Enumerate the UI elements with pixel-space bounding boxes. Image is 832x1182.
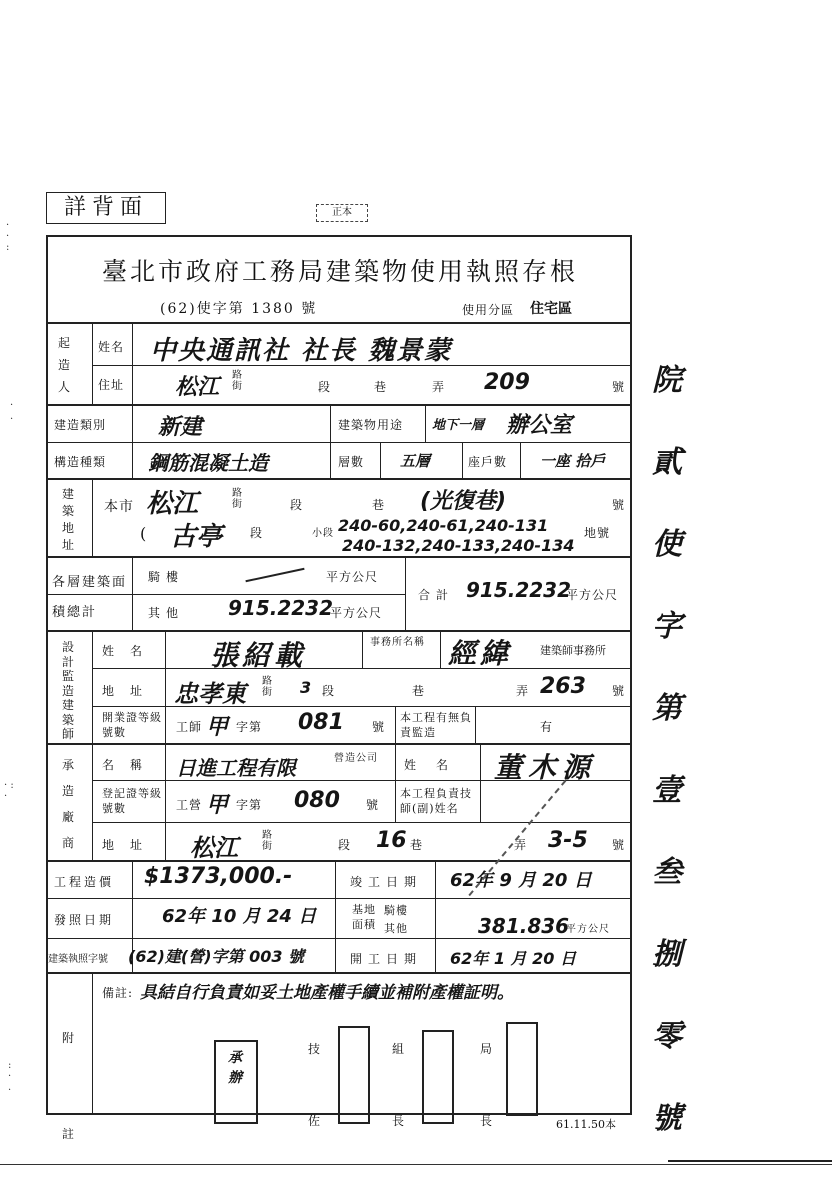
permit-ref-label: 建築執照字號 bbox=[48, 954, 108, 965]
contractor-license-prefix: 工營 bbox=[176, 798, 203, 812]
form-title: 臺北市政府工務局建築物使用執照存根 bbox=[101, 257, 578, 286]
sign-stamp-3 bbox=[422, 1030, 454, 1124]
architect-address-section: 3 bbox=[300, 678, 312, 697]
applicant-address-road: 松江 bbox=[175, 375, 220, 400]
arcade-label: 騎樓 bbox=[148, 570, 185, 584]
sign-stamp-4 bbox=[506, 1022, 538, 1116]
zone-label: 使用分區 bbox=[462, 303, 515, 317]
site-number-suffix: 號 bbox=[612, 498, 626, 512]
contractor-field-lane: 巷 bbox=[410, 838, 424, 852]
contractor-person-value: 董木源 bbox=[494, 751, 597, 784]
site-section-label: 建築地址 bbox=[62, 487, 76, 552]
site-lane: 巷 bbox=[372, 498, 386, 512]
other-area-value: 915.2232 bbox=[228, 596, 334, 620]
other-area-unit: 平方公尺 bbox=[330, 606, 383, 620]
contractor-license-mid: 字第 bbox=[236, 798, 263, 812]
architect-section-label: 設計監造建築師 bbox=[62, 640, 76, 741]
site-city: 本市 bbox=[104, 499, 134, 515]
permit-ref-value: (62)建(營)字第 003 號 bbox=[128, 947, 305, 966]
applicant-name-label: 姓名 bbox=[98, 340, 125, 354]
contractor-number-suffix: 號 bbox=[612, 838, 626, 852]
architect-office-label: 事務所名稱 bbox=[370, 637, 425, 648]
cost-value: $1373,000.- bbox=[144, 864, 293, 889]
sign-stamp-2 bbox=[338, 1026, 370, 1124]
floors-label: 層數 bbox=[338, 455, 365, 469]
contractor-address-section: 16 bbox=[376, 828, 407, 853]
contractor-license-grade: 甲 bbox=[206, 793, 229, 818]
architect-license-suffix: 號 bbox=[372, 720, 386, 734]
contractor-address-road: 松江 bbox=[190, 834, 238, 862]
site-lot-label: 小段 bbox=[312, 528, 334, 539]
architect-supervise-value: 有 bbox=[540, 720, 554, 734]
site-road-suffix: 路街 bbox=[232, 488, 243, 510]
architect-name-label: 姓名 bbox=[102, 644, 159, 658]
start-date-label: 開工日期 bbox=[350, 952, 423, 966]
site-area-label: 基地面積 bbox=[352, 903, 376, 931]
architect-license-no: 081 bbox=[298, 710, 344, 735]
architect-address-label: 地址 bbox=[102, 684, 159, 698]
site-lots-line1: 240-60,240-61,240-131 bbox=[338, 516, 549, 535]
sign-label-3: 佐 bbox=[308, 1114, 322, 1128]
total-area-unit: 平方公尺 bbox=[566, 588, 619, 602]
contractor-license-no: 080 bbox=[294, 788, 340, 813]
applicant-road-suffix: 路街 bbox=[232, 370, 243, 392]
contractor-tech-label: 本工程負責技師(副)姓名 bbox=[400, 787, 472, 815]
back-side-tag: 詳背面 bbox=[46, 192, 166, 224]
area-section-label: 各層建築面積總計 bbox=[52, 575, 128, 620]
site-district-value: 古亭 bbox=[170, 522, 223, 552]
arcade-unit: 平方公尺 bbox=[326, 570, 379, 584]
contractor-road-suffix: 路街 bbox=[262, 830, 273, 852]
remarks-note-value: 具結自行負責如妥土地產權手續並補附產權証明。 bbox=[140, 983, 514, 1003]
architect-address-road: 忠孝東 bbox=[174, 680, 246, 708]
site-lots-line2: 240-132,240-133,240-134 bbox=[342, 536, 575, 555]
permit-number: (62)使字第 1380 號 bbox=[160, 301, 318, 317]
contractor-person-label: 姓名 bbox=[404, 758, 469, 772]
zone-value: 住宅區 bbox=[530, 301, 572, 317]
sign-label-2: 技 bbox=[308, 1042, 322, 1056]
building-use-value: 辦公室 bbox=[506, 413, 573, 438]
site-area-unit: 平方公尺 bbox=[566, 924, 610, 935]
architect-supervise-label: 本工程有無負責監造 bbox=[400, 711, 472, 739]
contractor-section-label: 承造廠商 bbox=[62, 758, 76, 850]
remarks-section-label: 附註 bbox=[62, 1031, 76, 1141]
architect-office-suffix: 建築師事務所 bbox=[540, 644, 606, 657]
total-area-label: 合計 bbox=[418, 588, 455, 602]
contractor-name-suffix: 營造公司 bbox=[334, 753, 378, 764]
architect-field-alley: 弄 bbox=[516, 684, 530, 698]
other-area-label: 其他 bbox=[148, 606, 185, 620]
contractor-name-value: 日進工程有限 bbox=[176, 756, 296, 780]
applicant-field-alley: 弄 bbox=[432, 380, 446, 394]
structure-label: 構造種類 bbox=[54, 455, 107, 469]
sign-label-5: 長 bbox=[392, 1114, 406, 1128]
sign-label-7: 長 bbox=[480, 1114, 494, 1128]
building-use-label: 建築物用途 bbox=[338, 418, 404, 432]
start-date-value: 62年 1 月 20 日 bbox=[450, 949, 576, 968]
contractor-field-alley: 弄 bbox=[514, 838, 528, 852]
complete-value: 62年 9 月 20 日 bbox=[450, 870, 592, 891]
applicant-address-label: 住址 bbox=[98, 378, 125, 392]
issue-date-label: 發照日期 bbox=[54, 913, 115, 927]
architect-road-suffix: 路街 bbox=[262, 676, 273, 698]
architect-license-prefix: 工師 bbox=[176, 720, 203, 734]
site-area-other-value: 381.836 bbox=[478, 914, 570, 938]
applicant-address-number: 209 bbox=[484, 370, 530, 395]
floors-value: 五層 bbox=[400, 452, 431, 470]
building-type-label: 建造類別 bbox=[54, 418, 107, 432]
architect-license-mid: 字第 bbox=[236, 720, 263, 734]
site-district-open: ( bbox=[140, 524, 147, 543]
complete-label: 竣工日期 bbox=[350, 875, 423, 889]
contractor-name-label: 名稱 bbox=[102, 758, 159, 772]
remarks-note-label: 備註: bbox=[102, 986, 134, 1000]
building-type-value: 新建 bbox=[158, 415, 203, 440]
issue-date-value: 62年 10 月 24 日 bbox=[162, 906, 317, 927]
total-area-value: 915.2232 bbox=[466, 578, 572, 602]
architect-number-suffix: 號 bbox=[612, 684, 626, 698]
contractor-address-number: 3-5 bbox=[548, 828, 588, 853]
top-stamp: 正本 bbox=[316, 204, 368, 222]
architect-address-number: 263 bbox=[540, 674, 586, 699]
architect-field-lane: 巷 bbox=[412, 684, 426, 698]
site-area-arcade-label: 騎樓 bbox=[384, 904, 408, 917]
site-lane-value: (光復巷) bbox=[420, 489, 507, 514]
applicant-field-lane: 巷 bbox=[374, 380, 388, 394]
contractor-license-suffix: 號 bbox=[366, 798, 380, 812]
contractor-address-label: 地址 bbox=[102, 838, 159, 852]
site-lot-suffix: 地號 bbox=[584, 526, 611, 540]
site-road: 松江 bbox=[146, 489, 199, 519]
building-use-prefix: 地下一層 bbox=[432, 418, 485, 433]
site-district-suffix: 段 bbox=[250, 526, 264, 540]
cost-label: 工程造價 bbox=[54, 875, 115, 889]
sign-label-6: 局 bbox=[480, 1042, 494, 1056]
architect-office-value: 經緯 bbox=[448, 637, 513, 670]
applicant-number-suffix: 號 bbox=[612, 380, 626, 394]
sign-label-1: 承辦 bbox=[228, 1050, 242, 1086]
units-label: 座戶數 bbox=[468, 455, 508, 469]
print-mark: 61.11.50本 bbox=[556, 1118, 616, 1131]
architect-field-section: 段 bbox=[322, 684, 336, 698]
site-section: 段 bbox=[290, 498, 304, 512]
right-margin-text: 院 貳 使 字 第 壹 叁 捌 零 號 bbox=[652, 363, 682, 1136]
units-value: 一座 拾戶 bbox=[540, 452, 606, 470]
architect-name-value: 張紹載 bbox=[210, 639, 307, 672]
contractor-field-section: 段 bbox=[338, 838, 352, 852]
site-area-other-label: 其他 bbox=[384, 922, 408, 935]
applicant-field-section: 段 bbox=[318, 380, 332, 394]
architect-license-grade: 甲 bbox=[206, 715, 229, 740]
structure-value: 鋼筋混凝土造 bbox=[148, 451, 268, 475]
contractor-license-label: 登記證等級號數 bbox=[102, 787, 162, 815]
applicant-name-value: 中央通訊社 社長 魏景蒙 bbox=[150, 336, 453, 366]
architect-license-label: 開業證等級號數 bbox=[102, 711, 162, 739]
applicant-section-label: 起造人 bbox=[58, 336, 72, 394]
sign-label-4: 組 bbox=[392, 1042, 406, 1056]
